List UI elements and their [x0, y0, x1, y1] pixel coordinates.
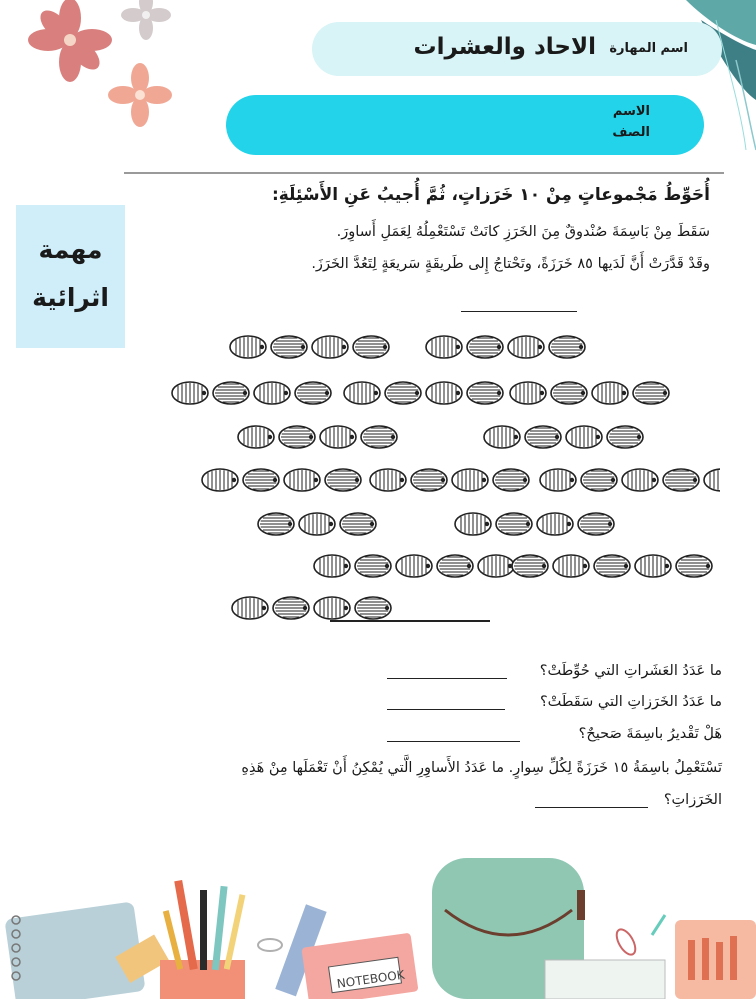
bead: [411, 469, 447, 491]
bead: [622, 469, 658, 491]
bead: [594, 555, 630, 577]
notebook-label: NOTEBOOK: [336, 967, 406, 991]
bead: [279, 426, 315, 448]
skill-name-bar: [312, 22, 722, 76]
bead: [325, 469, 361, 491]
bead: [230, 336, 266, 358]
skill-title: الاحاد والعشرات: [413, 34, 596, 60]
answer-blank-4[interactable]: [535, 807, 648, 808]
question-4-line2: الخَرَزاتِ؟: [663, 792, 722, 808]
bead: [243, 469, 279, 491]
bead: [676, 555, 712, 577]
bead: [512, 555, 548, 577]
bead: [607, 426, 643, 448]
bead: [510, 382, 546, 404]
bead: [355, 597, 391, 619]
bead: [633, 382, 669, 404]
bead: [551, 382, 587, 404]
answer-blank-2[interactable]: [387, 709, 505, 710]
divider-line: [124, 172, 724, 174]
bead: [344, 382, 380, 404]
bead: [426, 382, 462, 404]
class-label: الصف: [612, 125, 650, 140]
skill-label: اسم المهارة: [609, 41, 688, 56]
bead: [385, 382, 421, 404]
bead: [467, 382, 503, 404]
task-box-line2: اثرائية: [32, 283, 109, 312]
school-supplies-decoration: [0, 850, 756, 999]
bead: [455, 513, 491, 535]
bead: [258, 513, 294, 535]
answer-blank-1[interactable]: [387, 678, 507, 679]
bead: [578, 513, 614, 535]
question-1: ما عَدَدُ العَشَراتِ التي حُوِّطَتْ؟: [539, 663, 722, 679]
bead: [232, 597, 268, 619]
bead: [566, 426, 602, 448]
bead: [496, 513, 532, 535]
student-info-bar[interactable]: [226, 95, 704, 155]
bead: [478, 555, 514, 577]
bead: [592, 382, 628, 404]
bead: [704, 469, 720, 491]
bead: [320, 426, 356, 448]
bead: [437, 555, 473, 577]
bead: [312, 336, 348, 358]
bead: [452, 469, 488, 491]
bead: [581, 469, 617, 491]
bead: [484, 426, 520, 448]
bead: [635, 555, 671, 577]
question-4-line1: تَسْتَعْمِلُ باسِمَةُ ١٥ خَرَزَةً لِكُلِّ سِوارٍ. ما عَدَدُ الأَساوِرِ الَّتي يُمْكِنُ أَنْ تَعْمَلَها مِنْ هَذِهِ: [241, 760, 722, 776]
bead: [355, 555, 391, 577]
bead: [202, 469, 238, 491]
bead: [353, 336, 389, 358]
bead: [213, 382, 249, 404]
bead: [314, 555, 350, 577]
bead: [553, 555, 589, 577]
question-2: ما عَدَدُ الخَرَزاتِ التي سَقَطَتْ؟: [539, 694, 722, 710]
bead: [540, 469, 576, 491]
bead: [172, 382, 208, 404]
problem-title: أُحَوِّطُ مَجْموعاتٍ مِنْ ١٠ خَرَزاتٍ، ثُمَّ أُجيبُ عَنِ الأَسْئِلَةِ:: [271, 185, 710, 205]
task-box-line1: مهمة: [38, 235, 103, 264]
bead: [273, 597, 309, 619]
bead: [271, 336, 307, 358]
answer-blank-3[interactable]: [387, 741, 520, 742]
bead: [467, 336, 503, 358]
problem-line-2: وقَدْ قَدَّرَتْ أَنَّ لَدَيها ٨٥ خَرَزَةً، وتَحْتاجُ إِلى طَريقَةٍ سَريعَةٍ لِتَعُدَّ الخَرَزَ.: [311, 256, 710, 272]
bead: [361, 426, 397, 448]
bead: [493, 469, 529, 491]
bead: [295, 382, 331, 404]
question-3: هَلْ تَقْديرُ باسِمَةَ صَحيحٌ؟: [578, 726, 722, 742]
bead: [254, 382, 290, 404]
bead: [549, 336, 585, 358]
bead: [284, 469, 320, 491]
bead: [537, 513, 573, 535]
bead: [525, 426, 561, 448]
bead: [299, 513, 335, 535]
bead: [370, 469, 406, 491]
bead: [396, 555, 432, 577]
name-label: الاسم: [612, 104, 650, 119]
flower-decoration: [18, 0, 188, 135]
problem-line-1: سَقَطَ مِنْ بَاسِمَةَ صُنْدوقٌ مِنَ الخَرَزِ كانَتْ تَسْتَعْمِلُهُ لِعَمَلِ أَساوِرَ.: [336, 224, 710, 240]
enrichment-task-box: [16, 205, 125, 348]
bead: [426, 336, 462, 358]
bead: [238, 426, 274, 448]
answer-blank-estimate[interactable]: [461, 311, 577, 312]
bead: [314, 597, 350, 619]
bead: [508, 336, 544, 358]
beads-area[interactable]: [160, 325, 720, 630]
bead: [663, 469, 699, 491]
bead: [340, 513, 376, 535]
